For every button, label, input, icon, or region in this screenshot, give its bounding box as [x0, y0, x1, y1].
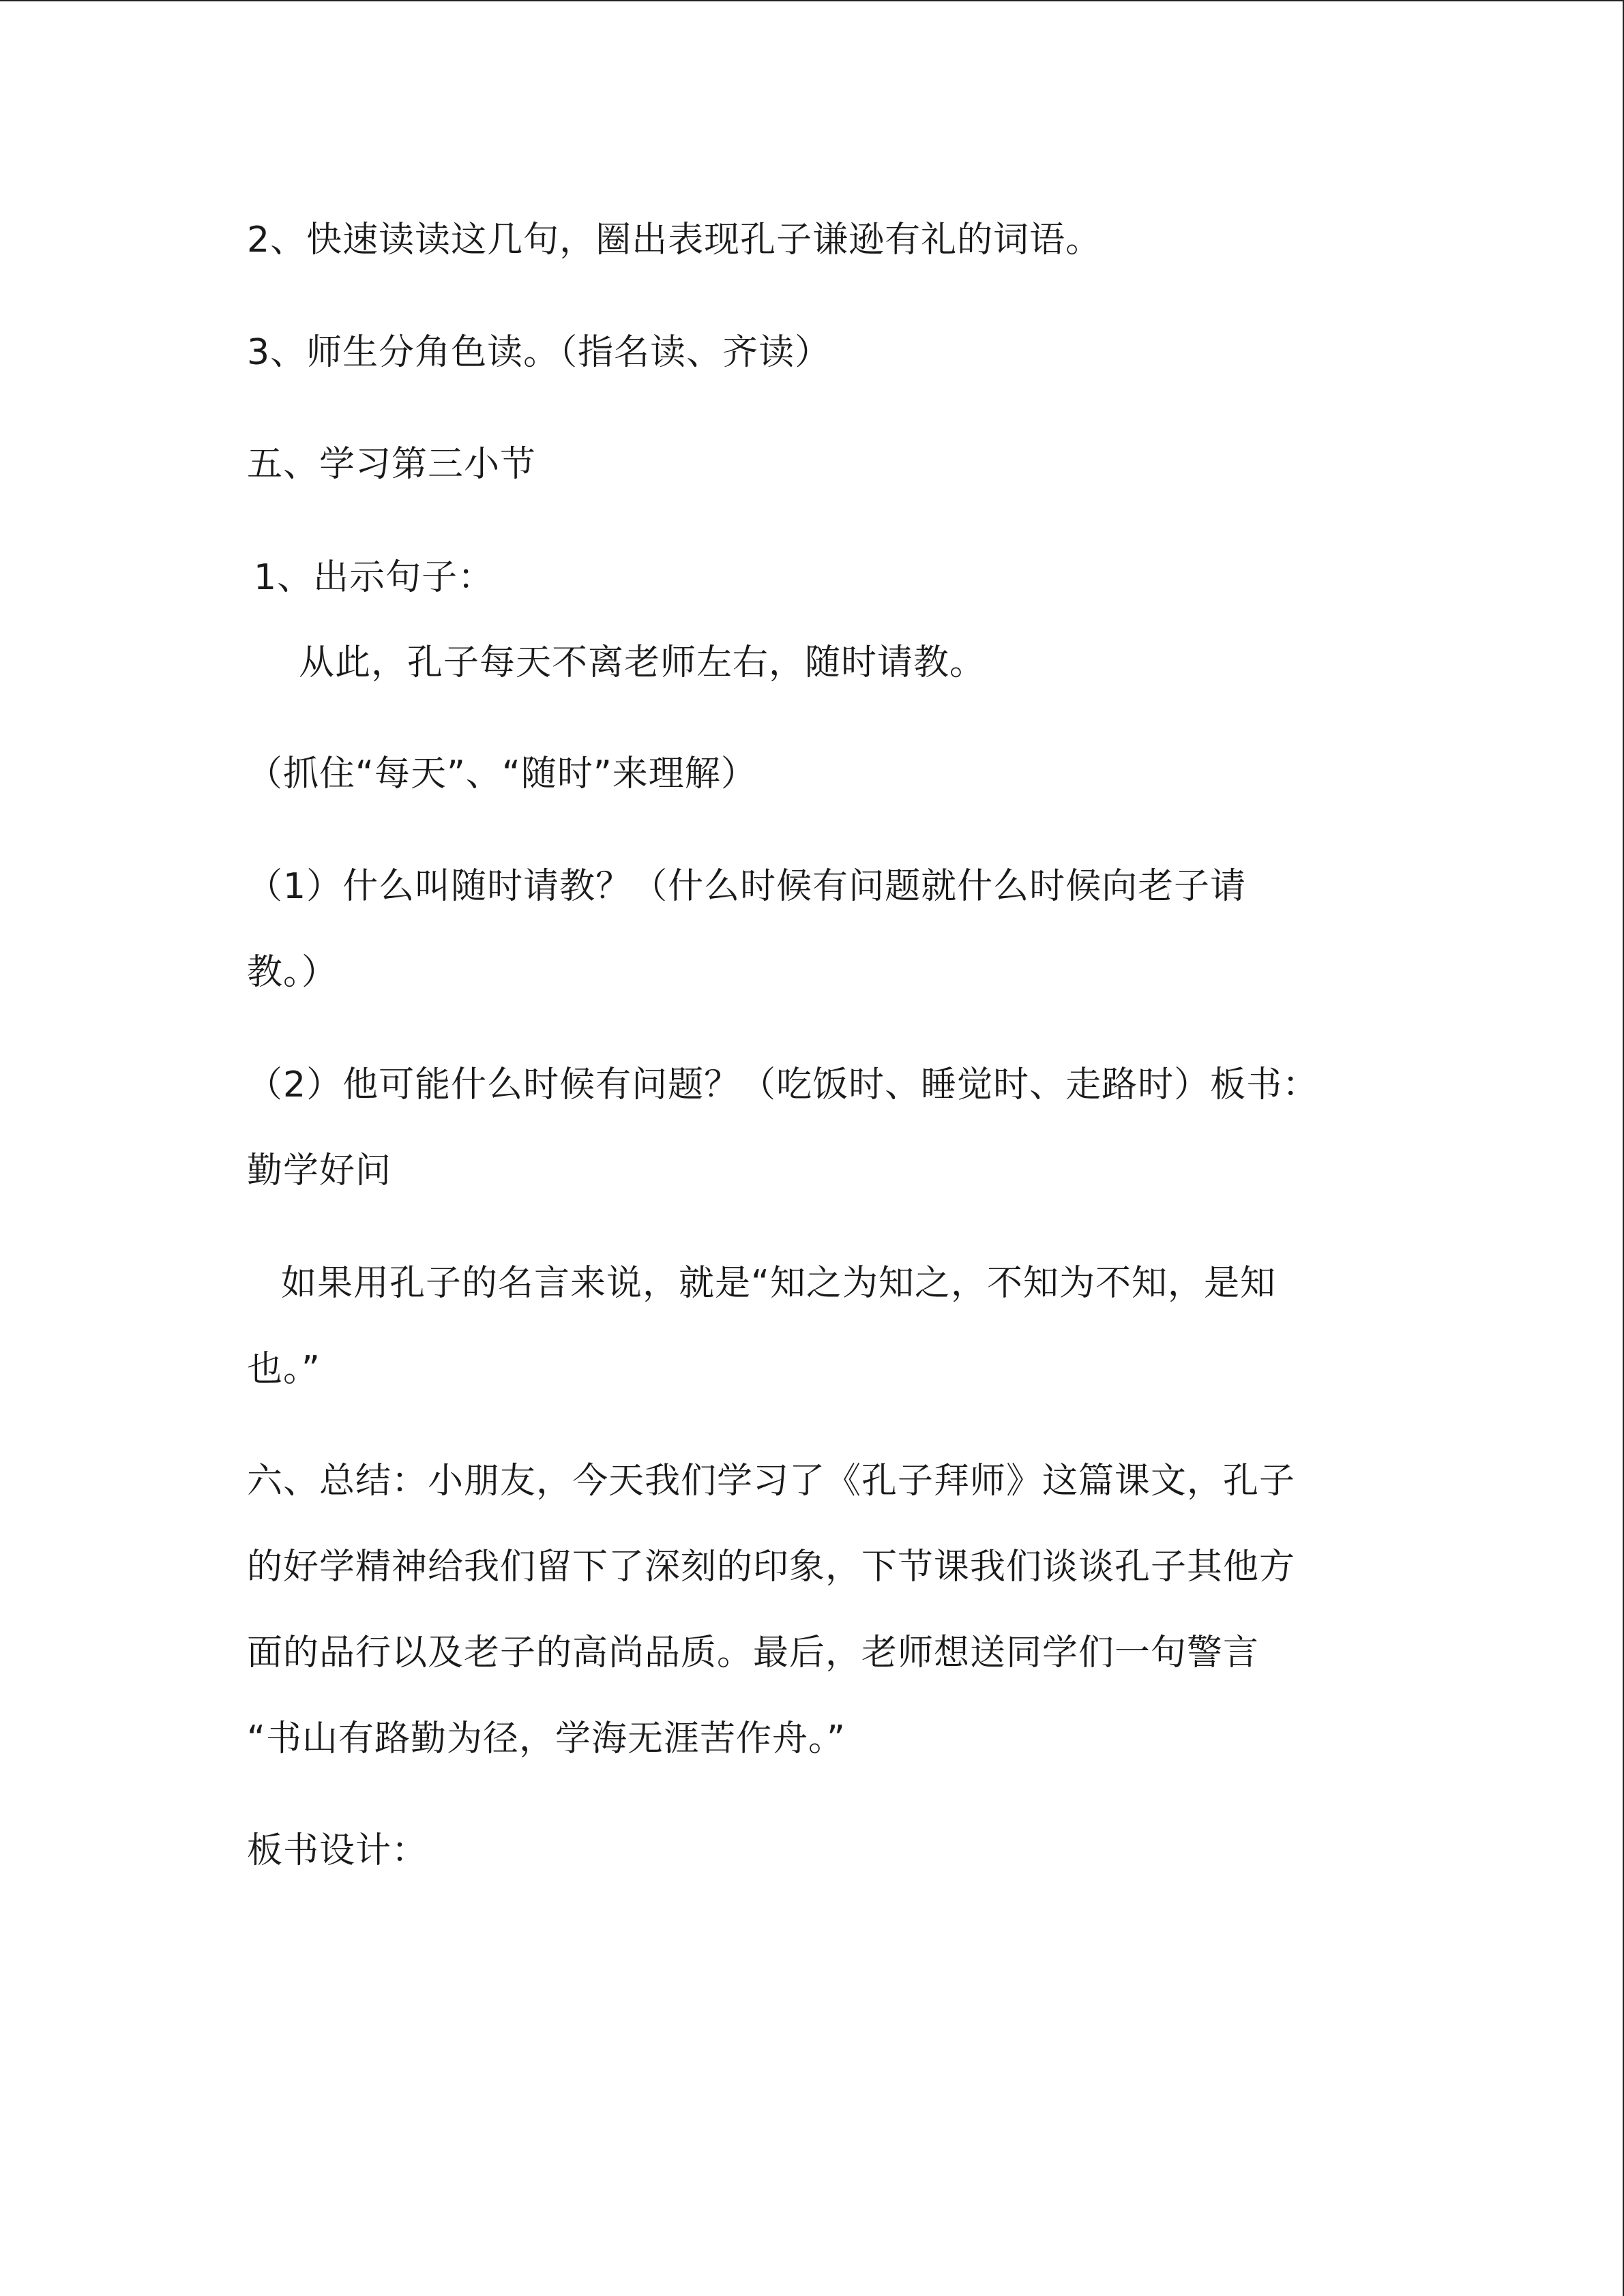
quoted-sentence: 从此，孔子每天不离老师左右，随时请教。	[299, 642, 986, 683]
step-2-text: 2、快速读读这几句，圈出表现孔子谦逊有礼的词语。	[247, 220, 1102, 260]
question-1-line-1: （1）什么叫随时请教？（什么时候有问题就什么时候向老子请	[247, 866, 1247, 907]
summary-line-1: 六、总结：小朋友，今天我们学习了《孔子拜师》这篇课文，孔子	[247, 1461, 1296, 1502]
summary-line-4: “书山有路勤为径，学海无涯苦作舟。”	[247, 1718, 846, 1759]
summary-line-2: 的好学精神给我们留下了深刻的印象，下节课我们谈谈孔子其他方	[247, 1547, 1296, 1587]
question-2-line-1: （2）他可能什么时候有问题？（吃饭时、睡觉时、走路时）板书：	[247, 1064, 1319, 1105]
quote-line-1: 如果用孔子的名言来说，就是“知之为知之，不知为不知，是知	[281, 1263, 1276, 1304]
board-design-heading: 板书设计：	[247, 1830, 428, 1871]
section-5-heading: 五、学习第三小节	[247, 444, 537, 485]
quote-line-2: 也。”	[247, 1349, 321, 1390]
step-1-text: 1、出示句子：	[254, 557, 494, 598]
question-1-line-2: 教。）	[247, 952, 338, 993]
summary-line-3: 面的品行以及老子的高尚品质。最后，老师想送同学们一句警言	[247, 1632, 1260, 1673]
question-2-line-2: 勤学好问	[247, 1150, 392, 1191]
step-3-text: 3、师生分角色读。（指名读、齐读）	[247, 332, 831, 373]
hint-text: （抓住“每天”、“随时”来理解）	[247, 754, 757, 794]
